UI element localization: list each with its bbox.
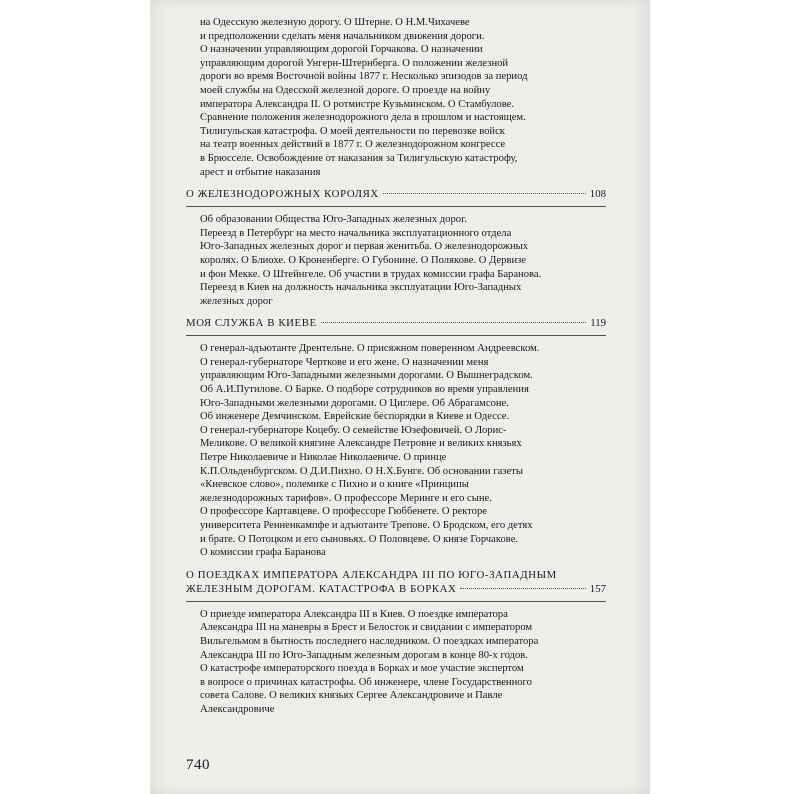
toc-summary-line: О генерал-адъютанте Дрентельне. О присяжном поверенном Андреевском. — [200, 343, 540, 355]
toc-summary-line: Александра III на маневры в Брест и Белосток и свидании с императором — [200, 622, 533, 634]
toc-summary — [200, 213, 606, 308]
book-page — [150, 0, 650, 794]
toc-section-title: О ПОЕЗДКАХ ИМПЕРАТОРА АЛЕКСАНДРА III ПО ЮГО-ЗАПАДНЫМ — [186, 568, 557, 581]
page-number: 740 — [186, 757, 210, 773]
toc-summary-line: Об образовании Общества Юго-Западных железных дорог. — [200, 214, 467, 226]
toc-summary-line: университета Ренненкампфе и адъютанте Трепове. О Бродском, его детях — [200, 520, 533, 531]
toc-section-title-row — [186, 568, 606, 582]
toc-summary-line: управляющим дорогой Унгерн-Штернберга. О положении железной — [200, 57, 509, 69]
toc-summary-line: «Киевское слово», полемике с Пихно и о книге «Принципы — [200, 479, 469, 491]
toc-summary-line: моей службы на Одесской железной дороге. О проезде на войну — [200, 84, 491, 96]
toc-summary-line: Юго-Западными железными дорогами. О Циглере. Об Абрагамсоне. — [200, 397, 509, 409]
toc-summary-line: арест и отбытие наказания — [200, 166, 321, 178]
toc-summary-line: и брате. О Потоцком и его сыновьях. О Половцеве. О князе Горчакове. — [200, 533, 519, 545]
toc-page-number: 108 — [589, 188, 606, 201]
toc-summary-line: О комиссии графа Баранова — [200, 547, 326, 559]
toc-summary-line: железных дорог — [200, 295, 273, 307]
toc-summary-line: Тилигульская катастрофа. О моей деятельности по перевозке войск — [200, 125, 505, 137]
toc-page-number: 119 — [590, 317, 606, 330]
toc-summary-line: в Брюсселе. Освобождение от наказания за Тилигульскую катастрофу, — [200, 152, 518, 164]
toc-leader-dots — [460, 588, 585, 589]
toc-summary-line: железнодорожных тарифов». О профессоре Меринге и его сыне. — [200, 492, 492, 504]
toc-section-rule — [186, 206, 606, 207]
toc-summary-line: О генерал-губернаторе Коцебу. О семействе Юзефовичей. О Лорис- — [200, 424, 507, 436]
toc-summary-line: Переезд в Киев на должность начальника эксплуатации Юго-Западных — [200, 282, 522, 294]
toc-section-rule — [186, 335, 606, 336]
toc-summary-line: Меликове. О великой княгине Александре Петровне и великих князьях — [200, 438, 522, 450]
toc-summary-line: императора Александра II. О ротмистре Кузьминском. О Стамбулове. — [200, 98, 514, 110]
toc-summary-line: Юго-Западных железных дорог и первая женитьба. О железнодорожных — [200, 241, 529, 253]
toc-leader-dots — [383, 193, 586, 194]
toc-summary-line: О генерал-губернаторе Черткове и его жене. О назначении меня — [200, 356, 489, 368]
toc-section-title: О ЖЕЛЕЗНОДОРОЖНЫХ КОРОЛЯХ — [186, 188, 379, 201]
toc-section-title-row — [186, 582, 606, 596]
table-of-contents — [186, 16, 606, 717]
toc-summary-line: К.П.Ольденбургском. О Д.И.Пихно. О Н.Х.Бунге. Об основании газеты — [200, 465, 523, 477]
toc-summary-line: на Одесскую железную дорогу. О Штерне. О Н.М.Чихачеве — [200, 17, 470, 28]
toc-section-heading[interactable] — [186, 187, 606, 207]
toc-summary-line: Сравнение положения железнодорожного дела в прошлом и настоящем. — [200, 112, 526, 124]
toc-summary-line: совета Салове. О великих князьях Сергее Александровиче и Павле — [200, 690, 503, 702]
toc-summary — [200, 16, 606, 179]
toc-section-title-row — [186, 316, 606, 330]
toc-page-number: 157 — [589, 582, 606, 595]
toc-summary — [200, 608, 606, 717]
toc-summary — [200, 342, 606, 560]
toc-leader-dots — [321, 322, 586, 323]
toc-section-title-row — [186, 187, 606, 201]
toc-summary-line: Переезд в Петербург на место начальника эксплуатационного отдела — [200, 227, 512, 239]
toc-section-heading[interactable] — [186, 568, 606, 602]
toc-summary-line: дороги во время Восточной войны 1877 г. Несколько эпизодов за период — [200, 71, 528, 83]
toc-summary-line: королях. О Блиохе. О Кроненберге. О Губонине. О Полякове. О Дервизе — [200, 254, 527, 266]
toc-summary-line: и фон Мекке. О Штейнгеле. Об участии в трудах комиссии графа Баранова. — [200, 268, 542, 280]
toc-summary-line: и предположении сделать меня начальником движения дороги. — [200, 30, 485, 42]
toc-summary-line: Об А.И.Путилове. О Барке. О подборе сотрудников во время управления — [200, 384, 529, 396]
toc-section-heading[interactable] — [186, 316, 606, 336]
toc-summary-line: Александра III по Юго-Западным железным дорогам в конце 80-х годов. — [200, 649, 528, 661]
toc-section-title: ЖЕЛЕЗНЫМ ДОРОГАМ. КАТАСТРОФА В БОРКАХ — [186, 582, 457, 595]
toc-summary-line: О катастрофе императорского поезда в Борках и мое участие экспертом — [200, 663, 524, 675]
toc-section-rule — [186, 601, 606, 602]
toc-summary-line: управляющим Юго-Западными железными дорогами. О Вышнеградском. — [200, 370, 533, 382]
toc-summary-line: на театр военных действий в 1877 г. О железнодорожном конгрессе — [200, 139, 506, 151]
toc-summary-line: Об инженере Демчинском. Еврейские беспорядки в Киеве и Одессе. — [200, 411, 510, 423]
toc-summary-line: Петре Николаевиче и Николае Николаевиче. О принце — [200, 452, 447, 464]
toc-summary-line: О приезде императора Александра III в Киев. О поездке императора — [200, 608, 508, 620]
toc-summary-line: О профессоре Картавцеве. О профессоре Гюббенете. О ректоре — [200, 506, 487, 518]
toc-summary-line: О назначении управляющим дорогой Горчакова. О назначении — [200, 44, 483, 56]
toc-section-title: МОЯ СЛУЖБА В КИЕВЕ — [186, 317, 317, 330]
toc-summary-line: Вильгельмом в бытность последнего наследником. О поездках императора — [200, 635, 539, 647]
toc-summary-line: в вопросе о причинах катастрофы. Об инженере, члене Государственного — [200, 676, 532, 688]
toc-summary-line: Александровиче — [200, 703, 275, 715]
